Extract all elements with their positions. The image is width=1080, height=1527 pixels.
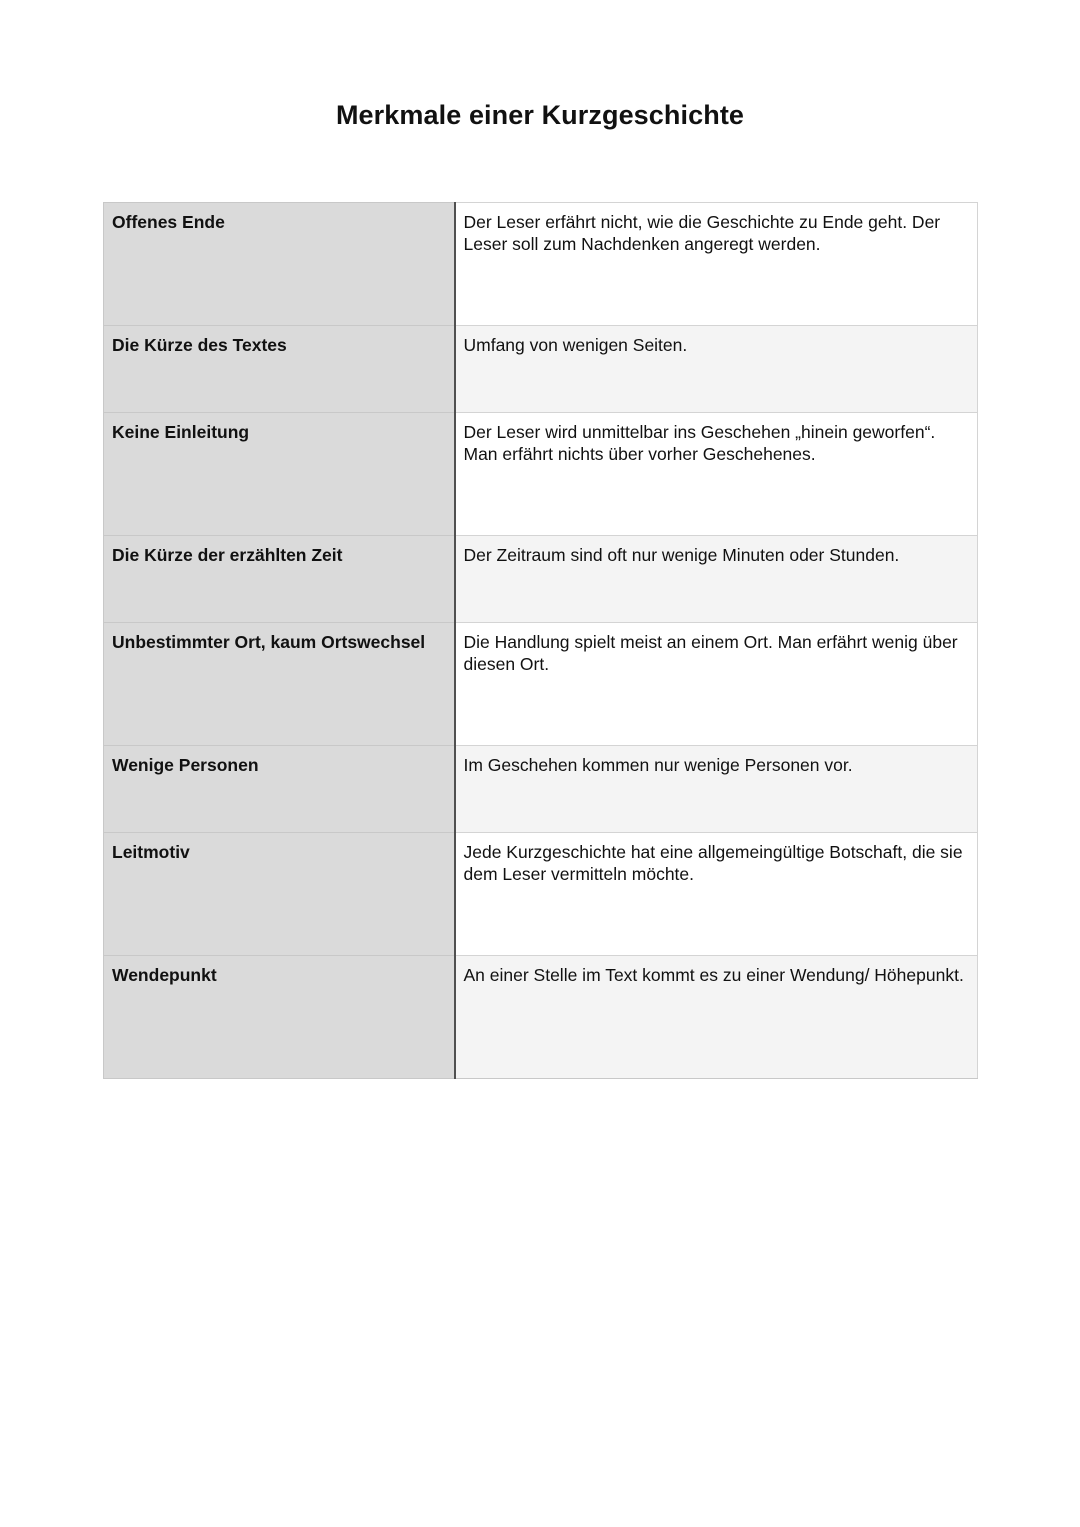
table-row xyxy=(104,623,978,746)
table-row xyxy=(104,203,978,326)
feature-term: Keine Einleitung xyxy=(104,413,455,536)
feature-description: Der Leser erfährt nicht, wie die Geschichte zu Ende geht. Der Leser soll zum Nachdenken angeregt werden. xyxy=(455,203,978,326)
feature-term: Unbestimmter Ort, kaum Ortswechsel xyxy=(104,623,455,746)
feature-description: Jede Kurzgeschichte hat eine allgemeingültige Botschaft, die sie dem Leser vermitteln möchte. xyxy=(455,833,978,956)
feature-description: Der Leser wird unmittelbar ins Geschehen „hinein geworfen“. Man erfährt nichts über vorher Geschehenes. xyxy=(455,413,978,536)
table-row xyxy=(104,536,978,623)
table-row xyxy=(104,833,978,956)
feature-term: Wendepunkt xyxy=(104,956,455,1079)
table-row xyxy=(104,413,978,536)
table-row xyxy=(104,326,978,413)
feature-description: Die Handlung spielt meist an einem Ort. Man erfährt wenig über diesen Ort. xyxy=(455,623,978,746)
table-row xyxy=(104,746,978,833)
feature-description: Der Zeitraum sind oft nur wenige Minuten oder Stunden. xyxy=(455,536,978,623)
page-title: Merkmale einer Kurzgeschichte xyxy=(335,100,745,130)
feature-term: Die Kürze des Textes xyxy=(104,326,455,413)
feature-term: Die Kürze der erzählten Zeit xyxy=(104,536,455,623)
feature-description: Umfang von wenigen Seiten. xyxy=(455,326,978,413)
table-row xyxy=(104,956,978,1079)
features-table xyxy=(103,202,978,1079)
feature-term: Wenige Personen xyxy=(104,746,455,833)
feature-term: Leitmotiv xyxy=(104,833,455,956)
feature-term: Offenes Ende xyxy=(104,203,455,326)
feature-description: Im Geschehen kommen nur wenige Personen vor. xyxy=(455,746,978,833)
feature-description: An einer Stelle im Text kommt es zu einer Wendung/ Höhepunkt. xyxy=(455,956,978,1079)
